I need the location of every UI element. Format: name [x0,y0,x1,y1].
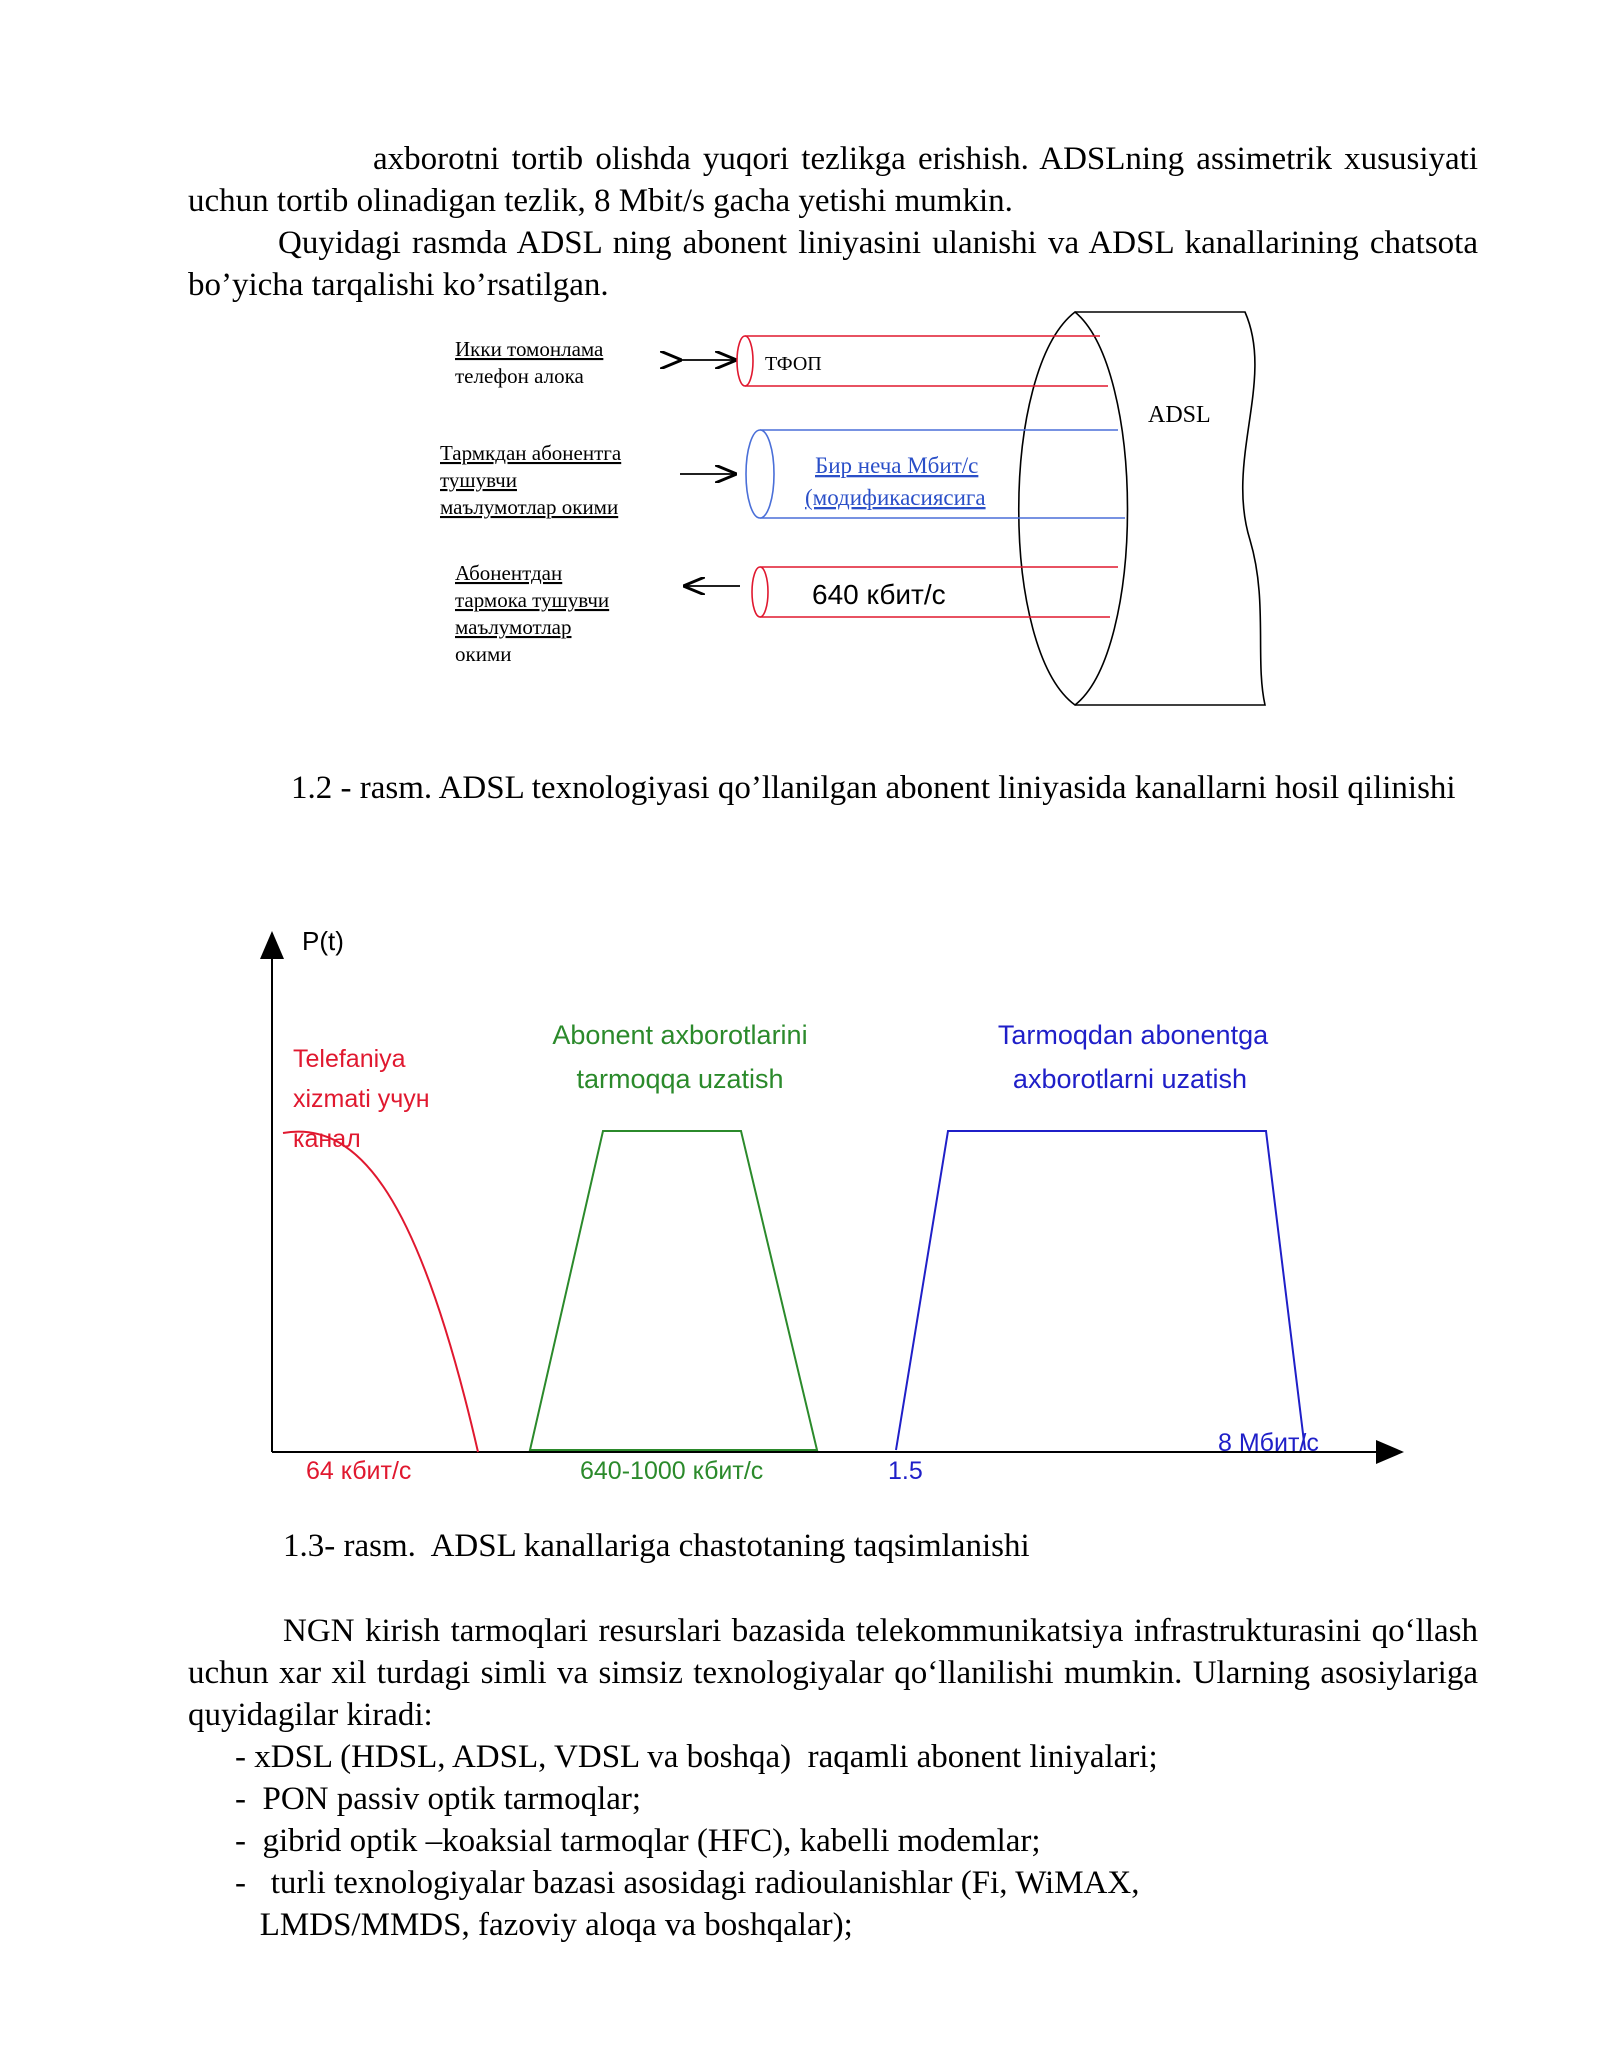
label-up-line1: Абонентдан [455,561,563,585]
label-down-line2: тушувчи [440,468,517,492]
pipe-downstream-label2: (модификасиясига [805,485,986,510]
pipe-downstream-label1: Бир неча Мбит/с [815,453,979,478]
pipe-tfop-label: ТФОП [765,353,822,375]
downstream-label-line1: Tarmoqdan abonentga [997,1020,1269,1050]
upstream-label-line1: Abonent axborotlarini [552,1020,808,1050]
downstream-label-line2: axborotlarni uzatish [1012,1064,1248,1094]
adsl-label: ADSL [1148,402,1211,428]
upstream-band [530,1131,817,1450]
tick-640-1000-kbps: 640-1000 кбит/с [580,1457,764,1485]
ngn-paragraph: NGN kirish tarmoqlari resurslari bazasida telekommunikatsiya infrastrukturasini qo‘llash uchun xar xil turdagi simli va simsiz texnologiyalar qo‘llanilishi mumkin. Ularning asosiylariga quyidagilar kiradi: [188,1613,1478,1733]
label-twoway-line2: телефон алока [455,364,584,388]
list-item: - PON passiv optik tarmoqlar; [235,1781,642,1817]
list-item: - xDSL (HDSL, ADSL, VDSL va boshqa) raqamli abonent liniyalari; [235,1739,1158,1775]
figure-1-2-caption: 1.2 - rasm. ADSL texnologiyasi qo’llanilgan abonent liniyasida kanallarni hosil qilinishi [291,770,1456,806]
telephony-label-line3: канал [293,1125,361,1153]
figure-1-3-caption: 1.3- rasm. ADSL kanallariga chastotaning taqsimlanishi [283,1528,1030,1564]
telephony-band-curve [283,1132,478,1452]
pipe-upstream-label: 640 кбит/с [812,579,946,610]
telephony-label-line1: Telefaniya [293,1045,406,1073]
label-up-line3: маълумотлар [455,615,572,639]
tick-1-5: 1.5 [888,1457,923,1485]
label-up-line2: тармока тушувчи [455,588,610,612]
list-item: - gibrid optik –koaksial tarmoqlar (HFC), kabelli modemlar; [235,1823,1041,1859]
adsl-cylinder-front [1019,312,1128,705]
label-up-line4: окими [455,642,512,666]
label-down-line3: маълумотлар окими [440,495,619,519]
figure-intro-paragraph: Quyidagi rasmda ADSL ning abonent liniyasini ulanishi va ADSL kanallarining chatsota bo’yicha tarqalishi ko’rsatilgan. [188,225,1478,303]
adsl-spectrum-diagram [240,920,1420,1500]
label-twoway-line1: Икки томонлама [455,337,604,361]
upstream-label-line2: tarmoqqa uzatish [576,1064,784,1094]
telephony-label-line2: xizmati учун [293,1085,430,1113]
adsl-line-diagram [420,300,1290,720]
downstream-band [896,1131,1305,1450]
list-item: - turli texnologiyalar bazasi asosidagi radioulanishlar (Fi, WiMAX, [235,1865,1140,1901]
technology-list [235,1736,1335,1946]
list-item: LMDS/MMDS, fazoviy aloqa va boshqalar); [235,1907,853,1943]
label-down-line1: Тармкдан абонентга [440,441,622,465]
y-axis-label: P(t) [302,926,344,956]
intro-paragraph: axborotni tortib olishda yuqori tezlikga erishish. ADSLning assimetrik xususiyati uchun tortib olinadigan tezlik, 8 Mbit/s gacha yetishi mumkin. [188,141,1478,219]
tick-8-mbps: 8 Мбит/с [1218,1429,1319,1457]
tick-64-kbps: 64 кбит/с [306,1457,412,1485]
